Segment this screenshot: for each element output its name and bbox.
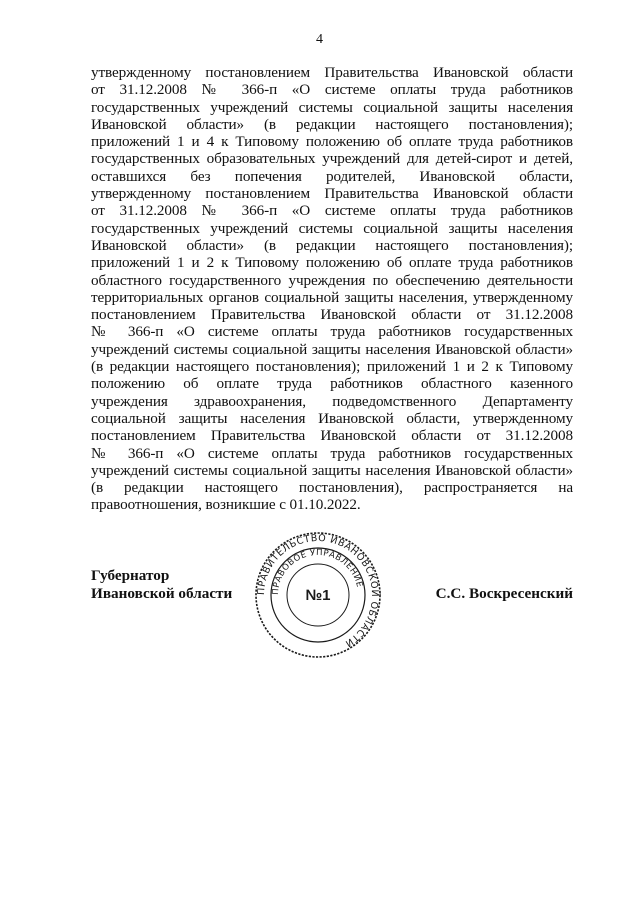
official-seal bbox=[253, 530, 383, 660]
body-line: государственных образовательных учреждений для детей-сирот и детей, bbox=[91, 150, 573, 168]
body-line: постановлением Правительства Ивановской области от 31.12.2008 bbox=[91, 306, 573, 324]
body-line: государственных учреждений системы социальной защиты населения bbox=[91, 98, 573, 116]
signatory-region: Ивановской области bbox=[91, 585, 233, 602]
body-line: от 31.12.2008 № 366-п «О системе оплаты труда работников bbox=[91, 202, 573, 220]
body-line: положению об оплате труда работников областного казенного bbox=[91, 375, 573, 393]
body-line: приложений 1 и 2 к Типовому положению об оплате труда работников bbox=[91, 254, 573, 272]
body-line: приложений 1 и 4 к Типовому положению об оплате труда работников bbox=[91, 133, 573, 151]
document-body bbox=[91, 64, 573, 514]
body-line: учреждения здравоохранения, подведомственного Департаменту bbox=[91, 392, 573, 410]
body-line: учреждений системы социальной защиты населения Ивановской области» bbox=[91, 461, 573, 479]
seal-number: №1 bbox=[305, 587, 331, 604]
body-line: утвержденному постановлением Правительства Ивановской области bbox=[91, 185, 573, 203]
body-line: Ивановской области» (в редакции настоящего постановления); bbox=[91, 236, 573, 254]
signatory-name: С.С. Воскресенский bbox=[435, 585, 573, 602]
seal-ring-text: ПРАВИТЕЛЬСТВО ИВАНОВСКОЙ ОБЛАСТИ bbox=[255, 532, 381, 650]
body-line: № 366-п «О системе оплаты труда работников государственных bbox=[91, 444, 573, 462]
body-line: территориальных органов социальной защиты населения, утвержденному bbox=[91, 288, 573, 306]
body-line: от 31.12.2008 № 366-п «О системе оплаты труда работников bbox=[91, 81, 573, 99]
body-line: № 366-п «О системе оплаты труда работников государственных bbox=[91, 323, 573, 341]
body-line: (в редакции настоящего постановления), распространяется на bbox=[91, 479, 573, 497]
seal-inner-text: ПРАВОВОЕ УПРАВЛЕНИЕ bbox=[270, 547, 365, 596]
signatory-title: Губернатор bbox=[91, 567, 170, 584]
body-line: социальной защиты населения Ивановской области, утвержденному bbox=[91, 409, 573, 427]
page-number: 4 bbox=[316, 32, 323, 47]
body-line: (в редакции настоящего постановления); приложений 1 и 2 к Типовому bbox=[91, 358, 573, 376]
body-line: правоотношения, возникшие с 01.10.2022. bbox=[91, 496, 361, 514]
body-line: государственных учреждений системы социальной защиты населения bbox=[91, 219, 573, 237]
body-line: утвержденному постановлением Правительства Ивановской области bbox=[91, 64, 573, 81]
body-line: областного государственного учреждения по обеспечению деятельности bbox=[91, 271, 573, 289]
body-line: учреждений системы социальной защиты населения Ивановской области» bbox=[91, 340, 573, 358]
body-line: оставшихся без попечения родителей, Ивановской области, bbox=[91, 167, 573, 185]
signatory-position bbox=[91, 567, 232, 603]
body-line: Ивановской области» (в редакции настоящего постановления); bbox=[91, 115, 573, 133]
body-line: постановлением Правительства Ивановской области от 31.12.2008 bbox=[91, 427, 573, 445]
